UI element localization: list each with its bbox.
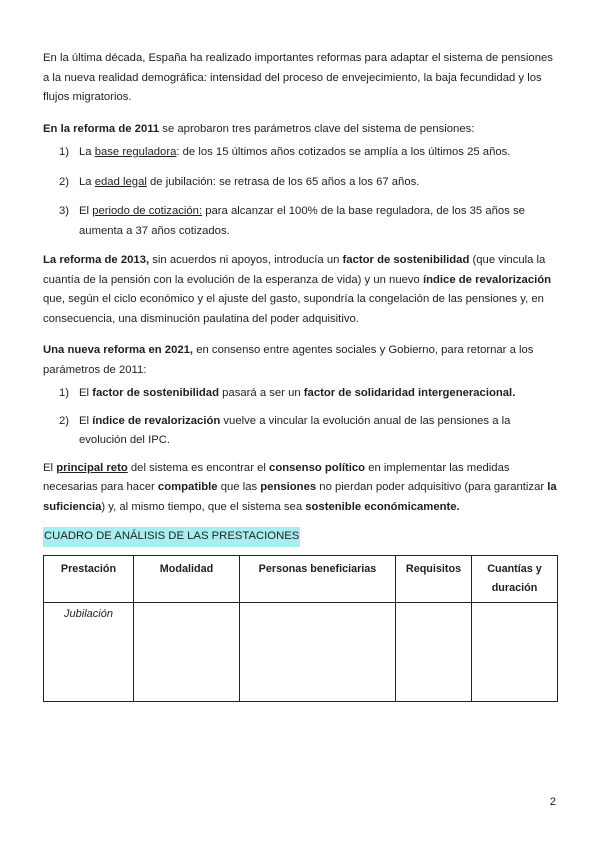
bold-term: factor de solidaridad intergeneracional. bbox=[303, 387, 516, 399]
table-title: CUADRO DE ANÁLISIS DE LAS PRESTACIONES bbox=[43, 527, 300, 547]
bold-term: principal reto bbox=[56, 461, 128, 474]
list-item bbox=[43, 173, 558, 193]
challenge-paragraph bbox=[43, 459, 558, 518]
paragraph-text: El bbox=[43, 461, 57, 474]
list-number: 2) bbox=[59, 175, 70, 188]
column-header: Cuantías y duración bbox=[472, 555, 558, 602]
list-text: El bbox=[79, 414, 93, 427]
table-row bbox=[44, 602, 558, 701]
table-cell bbox=[240, 602, 396, 701]
paragraph-text: ) y, al mismo tiempo, que el sistema sea bbox=[101, 500, 306, 513]
list-number: 1) bbox=[59, 387, 70, 399]
table-cell bbox=[396, 602, 472, 701]
column-header: Prestación bbox=[44, 555, 134, 602]
reform-2021-title: Una nueva reforma en 2021, bbox=[43, 344, 194, 356]
list-term: base reguladora bbox=[94, 146, 177, 158]
bold-term: sostenible económicamente. bbox=[305, 500, 460, 513]
list-text: : de los 15 últimos años cotizados se amplía a los últimos 25 años. bbox=[176, 146, 511, 158]
column-header: Modalidad bbox=[134, 555, 240, 602]
list-term: periodo de cotización: bbox=[92, 205, 203, 217]
reform-2021-lead-text: en consenso entre agentes sociales y Gobierno, para retornar a los parámetros de 2011: bbox=[43, 344, 534, 376]
table-cell: Jubilación bbox=[44, 602, 134, 701]
list-text: de jubilación: se retrasa de los 65 años a los 67 años. bbox=[146, 175, 420, 188]
paragraph-text: que las bbox=[217, 481, 261, 493]
intro-paragraph: En la última década, España ha realizado importantes reformas para adaptar el sistema de pensiones a la nueva realidad demográfica: intensidad del proceso de envejecimiento, la baja fecundidad y los flujos migratorios. bbox=[43, 52, 553, 103]
reform-2011-lead-text: se aprobaron tres parámetros clave del sistema de pensiones: bbox=[159, 122, 475, 135]
reform-2011-lead bbox=[43, 120, 558, 140]
column-header: Requisitos bbox=[396, 555, 472, 602]
table-cell bbox=[134, 602, 240, 701]
list-item bbox=[43, 143, 558, 163]
bold-term: pensiones bbox=[260, 481, 317, 493]
reform-2021-lead bbox=[43, 341, 558, 380]
bold-term: compatible bbox=[157, 481, 218, 493]
list-item bbox=[43, 412, 558, 451]
list-text: La bbox=[79, 175, 95, 188]
list-text: vuelve a vincular la evolución anual de las pensiones a la evolución del IPC. bbox=[79, 414, 511, 446]
reform-2013-title: La reforma de 2013, bbox=[43, 254, 150, 266]
list-item bbox=[43, 384, 558, 404]
bold-term: la suficiencia bbox=[43, 481, 557, 513]
paragraph-text: no pierdan poder adquisitivo (para garantizar bbox=[316, 481, 548, 493]
paragraph-text: del sistema es encontrar el bbox=[127, 461, 270, 474]
page-number: 2 bbox=[549, 796, 556, 808]
list-term: edad legal bbox=[94, 175, 147, 188]
paragraph-text: en implementar las medidas necesarias para hacer bbox=[43, 461, 510, 493]
reform-2013-paragraph bbox=[43, 251, 558, 329]
list-text: para alcanzar el 100% de la base reguladora, de los 35 años se aumenta a 37 años cotizados. bbox=[79, 205, 525, 237]
paragraph-text: sin acuerdos ni apoyos, introducía un bbox=[149, 254, 343, 266]
paragraph-text: que, según el ciclo económico y el ajuste del gasto, supondría la congelación de las pensiones y, en consecuencia, una disminución paulatina del poder adquisitivo. bbox=[43, 293, 544, 325]
reform-2011-title: En la reforma de 2011 bbox=[43, 122, 160, 135]
document-page bbox=[43, 49, 558, 702]
list-text: La bbox=[79, 146, 95, 158]
table-cell bbox=[472, 602, 558, 701]
bold-term: factor de sostenibilidad bbox=[342, 254, 470, 266]
reform-2021-list bbox=[43, 384, 558, 451]
list-item bbox=[43, 202, 558, 241]
reform-2011-list bbox=[43, 143, 558, 241]
paragraph-text: (que vincula la cuantía de la pensión con la evolución de la esperanza de vida) y un nuevo bbox=[43, 254, 546, 286]
bold-term: consenso político bbox=[269, 461, 366, 474]
list-text: El bbox=[79, 387, 93, 399]
table-header-row bbox=[44, 555, 558, 602]
column-header: Personas beneficiarias bbox=[240, 555, 396, 602]
benefits-analysis-table bbox=[43, 555, 558, 702]
list-number: 1) bbox=[59, 146, 70, 158]
bold-term: índice de revalorización bbox=[422, 273, 552, 286]
bold-term: índice de revalorización bbox=[92, 414, 221, 427]
list-number: 2) bbox=[59, 414, 70, 427]
bold-term: factor de sostenibilidad bbox=[92, 387, 219, 399]
list-number: 3) bbox=[59, 205, 70, 217]
list-text: El bbox=[79, 205, 93, 217]
list-text: pasará a ser un bbox=[219, 387, 304, 399]
